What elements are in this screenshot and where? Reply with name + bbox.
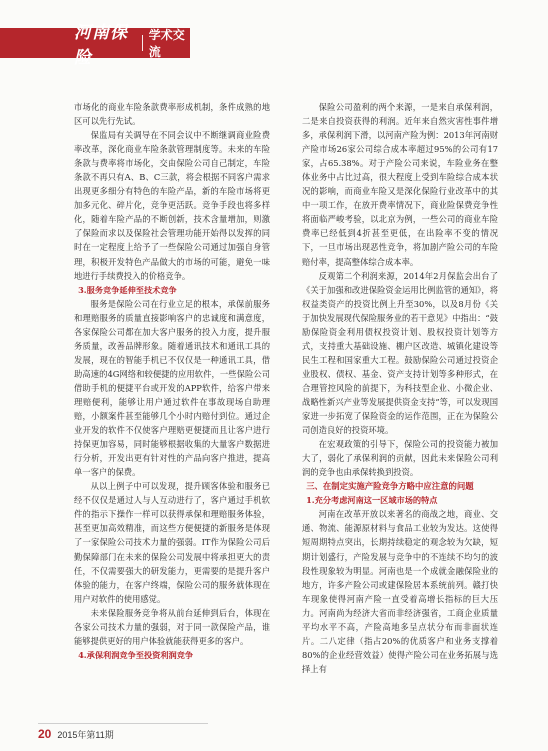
paragraph: 保险公司盈利的两个来源，一是来自承保利润，二是来自投资获得的利润。近年来自然灾害性事件增多，承保利润下滑，以河南产险为例：2013年河南财产险市场26家公司综合成本率超过95%的公司有17家，占65.38%。对于产险公司来说，车险业务在整体业务中占比过高，很大程度上受到车险综合成本状况的影响，而商业车险又是深化保险行业改革中的其中一项工作，在放开费率情况下，商业险保费竞争性将面临严峻考验，以北京为例，一些公司的商业车险费率已经低到4折甚至更低，在出险率不变的情况下，一旦市场出现恶性竞争，将加剧产险公司的车险赔付率，提高整体综合成本率。: [302, 102, 498, 267]
paragraph: 反观第二个利润来源，2014年2月保监会出台了《关于加强和改进保险资金运用比例监管的通知》，将权益类资产的投资比例上升至30%，以及8月份《关于加快发展现代保险服务业的若干意见》中指出：“鼓励保险资金利用债权投资计划、股权投资计划等方式，支持重大基础设施、棚户区改造、城镇化建设等民生工程和国家重大工程。鼓励保险公司通过投资企业股权、债权、基金、资产支持计划等多种形式，在合理管控风险的前提下，为科技型企业、小微企业、战略性新兴产业等发展提供资金支持”等，可以发现国家进一步拓宽了保险资金的运作范围，正在为保险公司创造良好的投资环境。: [302, 270, 498, 436]
subheading: 1.充分考虑河南这一区域市场的特点: [306, 495, 438, 506]
section-banner: [0, 23, 190, 68]
banner-divider: [142, 35, 143, 51]
left-column: [74, 100, 270, 662]
paragraph: 河南在改革开放以来著名的商战之地，商业、交通、物流、能源原材料与食品工业较为发达。这使得短周期特点突出，长期持续稳定的观念较为欠缺，短期计划盛行，产险发展与竞争中的不连续不均匀的波段性现象较为明显。河南也是一个成就金融保险业的地方，许多产险公司或建保险居本系统前列。赣打快车现象使得河南产险一直受着高增长指标的巨大压力。河南尚为经济大省而非经济强省，工商企业质量平均水平不高，产险高地多呈点状分布而非面状连片。二八定律（指占20%的优质客户和业务支撑着80%的企业经营效益）使得产险公司在业务拓展与选择上有: [302, 509, 498, 674]
page-number: 20: [38, 727, 52, 741]
subheading: 3.服务竞争延伸至技术竞争: [78, 284, 177, 295]
paragraph: 未来保险服务竞争将从前台延伸到后台，体现在各家公司技术力量的强弱，对于同一款保险产品，谁能够提供更好的用户体验就能获得更多的客户。: [74, 607, 270, 646]
page-header: [0, 0, 548, 110]
paragraph: 从以上例子中可以发现，提升顾客体验和服务已经不仅仅是通过人与人互动进行了，客户通过手机软件的指示下操作一样可以获得承保和理赔服务体验，甚至更加高效精准，而这些方便便捷的新服务是体现了一家保险公司技术力量的强弱。IT作为保险公司后勤保障部门在未来的保险公司发展中将承担更大的责任，不仅需要强大的研发能力，更需要的是提升客户体验的能力，在客户终端，保险公司的服务就体现在用户对软件的使用感觉。: [74, 481, 270, 604]
page-footer: [38, 727, 114, 741]
paragraph: 市场化的商业车险条款费率形成机制，条件成熟的地区可以先行先试。: [74, 102, 270, 127]
footer-rule: [38, 723, 208, 724]
paragraph: 服务是保险公司在行业立足的根本，承保前服务和理赔服务的质量直接影响客户的忠诚度和满意度，各家保险公司都在加大客户服务的投入力度，提升服务质量，改善品牌形象。随着通讯技术和通讯工具的发展，现在的智能手机已不仅仅是一种通讯工具，借助高速的4G网络和较便捷的应用软件，一些保险公司借助手机的便捷平台或开发的APP软件，给客户带来理赔便利，能够让用户通过软件在事故现场自助理赔，小额案件甚至能够几个小时内赔付到位。通过企业开发的软件不仅使客户理赔更便捷而且让客户进行持保更加容易，同时能够根据收集的大量客户数据进行分析，开发出更有针对性的产品向客户推进，提高单一客户的保费。: [74, 298, 270, 478]
section-heading: 三、在制定实施产险竞争方略中应注意的问题: [306, 481, 474, 492]
brand-title: 河南保险: [74, 23, 128, 68]
subheading: 4.承保利润竞争至投资利润竞争: [78, 649, 194, 660]
paragraph: 保监局有关调导在不同会议中不断继调商业险费率改革，深化商业车险条款管理制度等。未来的车险条款与费率将市场化，交由保险公司自己制定，车险条款不再只有A、B、C三款，将会根据不同客户需求出现更多细分有特色的车险产品，新的车险市场将更加多元化、碎片化，竞争更活跃。竞争手段也将多样化，随着车险产品的不断创新，技术含量增加，则激了保险而求以及保险社会管理功能开始得以发挥的同时在一定程度上给予了一些保险公司通过加强自身管理，积极开发特色产品做大的市场的可能，避免一味地进行手续费投入的价格竞争。: [74, 130, 270, 281]
right-column: [302, 100, 498, 676]
section-title: 学术交流: [148, 28, 185, 59]
paragraph: 在宏观政策的引导下，保险公司的投资能力被加大了，弱化了承保利润的贡献，因此未来保险公司利润的竞争也由承保转换到投资。: [302, 439, 498, 478]
issue-label: 2015年第11期: [57, 730, 114, 740]
